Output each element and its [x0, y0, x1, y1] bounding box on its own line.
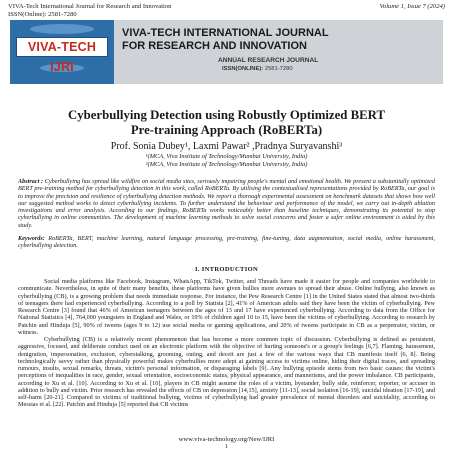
banner-issn-value: 2581-7280: [264, 66, 293, 72]
affiliations: [0, 153, 453, 169]
paper-title-line-2: Pre-training Approach (RoBERTa): [130, 122, 323, 137]
page-number: 1: [224, 443, 229, 450]
author-list: Prof. Sonia Dubey¹, Laxmi Pawar² ,Pradnya Suryavanshi³: [110, 141, 343, 152]
banner-journal-title: [122, 27, 329, 52]
paper-title: [0, 108, 453, 137]
abstract: [18, 178, 435, 229]
abstract-text: Cyberbullying has spread like wildfire on social media sites, seriously impairing people's mental and emotional health. We present a substantially optimized BERT pre-training method for cyberbullying detection in this work, called RoBERTa. By utilising the contextualised representations provided by RoBERTa, our goal is to improve the precision and resilience of cyberbullying detection methods. We report a thorough experimental assessment on benchmark datasets that shows how well our suggested method works to detect cyberbullying incidents. To further understand the behaviour and performance of the model, we carry out in-depth ablation investigations and error analysis. According to our findings, RoBERTa works noticeably better than baseline techniques, demonstrating its potential to stop cyberbullying in online communities. The development of machine learning methods to solve social concerns and foster a safer online environment is aided by this study.: [18, 178, 435, 229]
banner-issn-label: ISSN(ONLINE):: [222, 66, 264, 72]
page-footer: [0, 436, 453, 450]
banner-title-line-2: FOR RESEARCH AND INNOVATION: [122, 39, 307, 52]
header-volume: Volume 1, Issue 7 (2024): [379, 3, 445, 10]
header-journal-name: VIVA-Tech International Journal for Research and Innovation: [8, 3, 172, 10]
header-left: [8, 3, 445, 18]
journal-banner: [10, 20, 443, 84]
banner-title-line-1: VIVA-TECH INTERNATIONAL JOURNAL: [122, 27, 329, 39]
body-text: [18, 278, 435, 409]
keywords: [18, 235, 435, 250]
footer-url: www.viva-technology.org/New/IJRI: [178, 436, 275, 443]
paragraph-1: Social media platforms like Facebook, Instagram, WhatsApp, TikTok, Twitter, and Threads have made it easier for people and companies worldwide to communicate. Nevertheless, in spite of their many benefits, these platforms have given bullies more avenues to spread their abuse. Online bullying, also known as cyberbullying (CB), is a growing problem that needs immediate response. For instance, the Pew Research Centre [1] in the United States stated that almost two-thirds of teenagers there had experienced cyberbullying. According to a poll by Statista [2], 41% of American adults said they have been the victim of cyberbullying. Pew Research Centre [3] found that 46% of American teenagers between the ages of 13 and 17 have experienced cyberbullying. According to data from the Office for National Statistics [4], 764,000 youngsters in England and Wales, or 19% of children aged 10 to 15, have been the victims of cyberbullying. According to research by Patchin and Hinduja [5], 90% of tweens (ages 9 to 12) use social media or gaming applications, and 20% of tweens participate in CB as a perpetrator, victim, or witness.: [18, 278, 435, 336]
logo-highlight: [30, 24, 94, 34]
affiliation-1: ¹(MCA, Viva Institute of Technology/Mumbai University, India): [145, 153, 308, 160]
keywords-text: RoBERTa, BERT, machine learning, natural language processing, pre-training, fine-tuning, data augmentation, social media, online harassment, cyberbullying detection.: [18, 235, 435, 250]
paragraph-2: Cyberbullying (CB) is a relatively recent phenomenon that has become a more common topic of discussion. Cyberbullying is defined as persistent, aggressive, focused, and deliberate conduct used on an electronic platform with the objective of hurting someone's or a group's feelings [6,7]. Flaming, harassment, denigration, impersonation, exclusion, cyberstalking, grooming, outing, and deceit are just a few of the various ways that CB manifests itself [6, 8]. Being technologically savvy rather than physically powerful makes cyberbullies more adept at gaining access to victims online, hiding their digital traces, and spreading rumours, insults, sexual remarks, threats, victim's personal information, or disparaging labels [9]. Any bullying episode stems from two basic causes: the victim's perceptions of inequalities in race, gender, sexual orientation, socioeconomic status, physical appearance, and mannerisms, and the power imbalance. CB participants, according to Xu et al. [10]. According to Xu et al. [10], players in CB might assume the roles of a victim, bystander, bully side, reinforcer, reporter, or accuser in addition to bully and victim. Prior research has revealed the effects of CB on depression [14,15], anxiety [11-13], social isolation [16-19], suicidal ideation [17-19], and self-harm [20-21]. Compared to victims of traditional bullying, victims of cyberbullying had greater prevalence of mental disorders and suicidality, according to Messias et al. [22]. Patchin and Hinduja [5] reported that CB victims: [18, 336, 435, 409]
logo-text: VIVA-TECH IJRI: [27, 40, 97, 74]
banner-issn: [222, 66, 293, 72]
keywords-label: Keywords:: [18, 235, 45, 242]
journal-logo: [10, 20, 114, 84]
section-heading: I. INTRODUCTION: [194, 266, 259, 273]
banner-journal-type: ANNUAL RESEARCH JOURNAL: [218, 57, 319, 64]
affiliation-2: ²(MCA, Viva Institute of Technology/Mumbai University, India): [145, 160, 308, 168]
header-issn: ISSN(Online): 2581-7280: [8, 10, 77, 18]
paper-title-line-1: Cyberbullying Detection using Robustly Optimized BERT: [67, 108, 386, 122]
abstract-label: Abstract :: [18, 178, 44, 185]
